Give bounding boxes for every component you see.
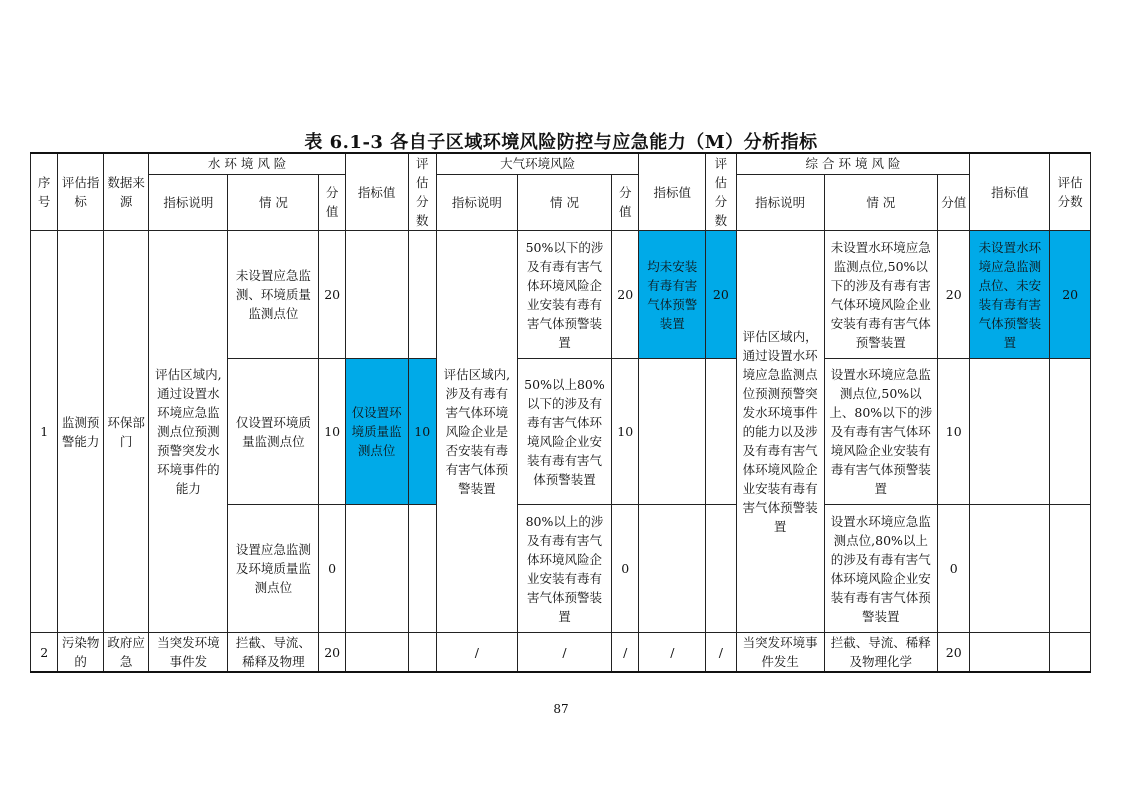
header-air-score: 分值 bbox=[612, 174, 639, 230]
row1-air-score: 20 bbox=[612, 231, 639, 359]
row1c-water-score: 0 bbox=[319, 505, 345, 633]
row1-water-index-empty bbox=[345, 231, 408, 359]
header-water-index-value: 指标值 bbox=[345, 153, 408, 231]
row1-air-index-value: 均未安装有毒有害气体预警装置 bbox=[639, 231, 706, 359]
header-combined-score: 分值 bbox=[938, 174, 970, 230]
row2-water-score: 20 bbox=[319, 633, 345, 673]
row1b-water-index-value: 仅设置环境质量监测点位 bbox=[345, 359, 408, 505]
row2-water-desc: 当突发环境事件发 bbox=[149, 633, 228, 673]
row1-water-desc: 评估区域内,通过设置水环境应急监测点位预测预警突发水环境事件的能力 bbox=[149, 231, 228, 633]
row2-air-index-value: / bbox=[639, 633, 706, 673]
row1-combined-index-value: 未设置水环境应急监测点位、未安装有毒有害气体预警装置 bbox=[970, 231, 1050, 359]
row2-combined-score: 20 bbox=[938, 633, 970, 673]
header-water-desc: 指标说明 bbox=[149, 174, 228, 230]
row2-seq: 2 bbox=[31, 633, 58, 673]
row1b-water-situation: 仅设置环境质量监测点位 bbox=[228, 359, 319, 505]
header-data-source: 数据来源 bbox=[103, 153, 149, 231]
header-seq: 序号 bbox=[31, 153, 58, 231]
row1b-combined-eval-empty bbox=[1050, 359, 1091, 505]
row2-water-index-empty bbox=[345, 633, 408, 673]
header-combined-group: 综 合 环 境 风 险 bbox=[736, 153, 970, 174]
row1-air-eval-score: 20 bbox=[706, 231, 736, 359]
row1-water-score: 20 bbox=[319, 231, 345, 359]
header-air-index-value: 指标值 bbox=[639, 153, 706, 231]
header-combined-desc: 指标说明 bbox=[736, 174, 824, 230]
row1c-air-index-empty bbox=[639, 505, 706, 633]
row2-air-desc: / bbox=[436, 633, 517, 673]
row1c-air-score: 0 bbox=[612, 505, 639, 633]
header-water-eval-score: 评估分数 bbox=[408, 153, 436, 231]
row1c-water-index-empty bbox=[345, 505, 408, 633]
header-air-desc: 指标说明 bbox=[436, 174, 517, 230]
row1c-water-situation: 设置应急监测及环境质量监测点位 bbox=[228, 505, 319, 633]
row1-air-situation: 50%以下的涉及有毒有害气体环境风险企业安装有毒有害气体预警装置 bbox=[517, 231, 611, 359]
header-air-group: 大气环境风险 bbox=[436, 153, 638, 174]
header-combined-situation: 情 况 bbox=[824, 174, 937, 230]
row1-combined-eval-score: 20 bbox=[1050, 231, 1091, 359]
row2-combined-desc: 当突发环境事件发生 bbox=[736, 633, 824, 673]
row2-data-source: 政府应急 bbox=[103, 633, 149, 673]
row1b-combined-situation: 设置水环境应急监测点位,50%以上、80%以下的涉及有毒有害气体环境风险企业安装有毒有害气体预警装置 bbox=[824, 359, 937, 505]
row2-combined-eval-empty bbox=[1050, 633, 1091, 673]
row1c-combined-index-empty bbox=[970, 505, 1050, 633]
row1b-water-eval-score: 10 bbox=[408, 359, 436, 505]
header-combined-index-value: 指标值 bbox=[970, 153, 1050, 231]
row1c-air-situation: 80%以上的涉及有毒有害气体环境风险企业安装有毒有害气体预警装置 bbox=[517, 505, 611, 633]
row2-combined-index-empty bbox=[970, 633, 1050, 673]
risk-indicator-table bbox=[30, 152, 1091, 673]
row2-air-score: / bbox=[612, 633, 639, 673]
header-water-situation: 情 况 bbox=[228, 174, 319, 230]
row1c-air-eval-empty bbox=[706, 505, 736, 633]
header-air-situation: 情 况 bbox=[517, 174, 611, 230]
row2-combined-situation: 拦截、导流、稀释及物理化学 bbox=[824, 633, 937, 673]
header-eval-index: 评估指标 bbox=[58, 153, 104, 231]
row1b-air-index-empty bbox=[639, 359, 706, 505]
row2-water-situation: 拦截、导流、稀释及物理 bbox=[228, 633, 319, 673]
table-title: 表 6.1-3 各自子区域环境风险防控与应急能力（M）分析指标 bbox=[304, 132, 818, 153]
row1b-air-eval-empty bbox=[706, 359, 736, 505]
row2-air-situation: / bbox=[517, 633, 611, 673]
row1c-combined-eval-empty bbox=[1050, 505, 1091, 633]
row1-eval-index: 监测预警能力 bbox=[58, 231, 104, 633]
row2-water-eval-empty bbox=[408, 633, 436, 673]
row1-water-situation: 未设置应急监测、环境质量监测点位 bbox=[228, 231, 319, 359]
row1-data-source: 环保部门 bbox=[103, 231, 149, 633]
row1-seq: 1 bbox=[31, 231, 58, 633]
header-water-group: 水 环 境 风 险 bbox=[149, 153, 345, 174]
row1b-combined-score: 10 bbox=[938, 359, 970, 505]
row1-water-eval-empty bbox=[408, 231, 436, 359]
row1-air-desc: 评估区域内,涉及有毒有害气体环境风险企业是否安装有毒有害气体预警装置 bbox=[436, 231, 517, 633]
row1b-water-score: 10 bbox=[319, 359, 345, 505]
row1b-combined-index-empty bbox=[970, 359, 1050, 505]
row1c-combined-score: 0 bbox=[938, 505, 970, 633]
page-number: 87 bbox=[553, 702, 569, 716]
header-air-eval-score: 评估分数 bbox=[706, 153, 736, 231]
row1-combined-score: 20 bbox=[938, 231, 970, 359]
row1c-combined-situation: 设置水环境应急监测点位,80%以上的涉及有毒有害气体环境风险企业安装有毒有害气体预警装置 bbox=[824, 505, 937, 633]
row1-combined-situation: 未设置水环境应急监测点位,50%以下的涉及有毒有害气体环境风险企业安装有毒有害气体预警装置 bbox=[824, 231, 937, 359]
row1-combined-desc: 评估区域内，通过设置水环境应急监测点位预测预警突发水环境事件的能力以及涉及有毒有害气体环境风险企业安装有毒有害气体预警装置 bbox=[736, 231, 824, 633]
row1b-air-situation: 50%以上80%以下的涉及有毒有害气体环境风险企业安装有毒有害气体预警装置 bbox=[517, 359, 611, 505]
row2-eval-index: 污染物的 bbox=[58, 633, 104, 673]
row1c-water-eval-empty bbox=[408, 505, 436, 633]
row2-air-eval-score: / bbox=[706, 633, 736, 673]
header-water-score: 分值 bbox=[319, 174, 345, 230]
row1b-air-score: 10 bbox=[612, 359, 639, 505]
header-combined-eval-score: 评估分数 bbox=[1050, 153, 1091, 231]
